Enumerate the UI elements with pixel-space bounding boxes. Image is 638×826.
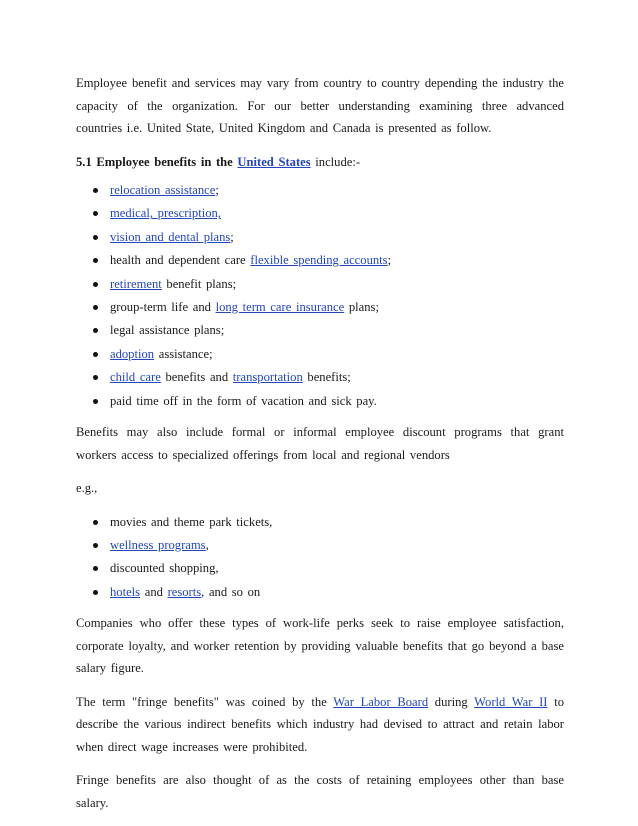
bullet-icon: [93, 258, 98, 263]
child-care-link[interactable]: child care: [110, 370, 161, 385]
bullet-icon: [93, 590, 98, 595]
list-item: [76, 534, 564, 557]
war-labor-board-link[interactable]: War Labor Board: [333, 694, 429, 709]
relocation-assistance-link[interactable]: relocation assistance: [110, 183, 216, 197]
list-item: [76, 557, 564, 580]
adoption-link[interactable]: adoption: [110, 346, 155, 361]
list-item: [76, 273, 564, 296]
transportation-link[interactable]: transportation: [232, 370, 303, 385]
paragraph-text: The term "fringe benefits" was coined by the: [76, 694, 334, 709]
bullet-icon: [93, 375, 98, 380]
list-item-text: legal assistance plans;: [110, 323, 225, 338]
list-item-text: paid time off in the form of vacation and sick pay.: [110, 393, 377, 408]
list-item: [76, 202, 564, 225]
discount-paragraph: Benefits may also include formal or informal employee discount programs that grant workers access to specialized offerings from local and regional vendors: [76, 425, 564, 462]
bullet-icon: [93, 520, 98, 525]
paragraph-text: during: [428, 694, 475, 709]
fringe-paragraph: [76, 691, 564, 759]
flexible-spending-link[interactable]: flexible spending accounts: [250, 253, 388, 268]
list-item: [76, 179, 564, 202]
retirement-link[interactable]: retirement: [110, 276, 162, 291]
list-item-text: ;: [215, 183, 219, 197]
list-item-text: , and so on: [201, 584, 261, 599]
list-item: [76, 226, 564, 249]
us-benefits-list: [76, 179, 564, 413]
list-item-text: group-term life and: [110, 300, 216, 315]
list-item-text: movies and theme park tickets,: [110, 514, 273, 529]
list-item-text: benefits;: [302, 370, 351, 385]
list-item: [76, 296, 564, 319]
list-item-text: ;: [387, 253, 392, 268]
world-war-ii-link[interactable]: World War II: [474, 694, 548, 709]
united-states-link[interactable]: United States: [237, 154, 311, 169]
list-item: [76, 366, 564, 389]
bullet-icon: [93, 352, 98, 357]
bullet-icon: [93, 282, 98, 287]
list-item-text: ,: [205, 537, 209, 552]
bullet-icon: [93, 328, 98, 333]
list-item-text: and: [140, 584, 168, 599]
list-item: [76, 319, 564, 342]
list-item-text: benefits and: [160, 370, 233, 385]
resorts-link[interactable]: resorts: [167, 584, 202, 599]
bullet-icon: [93, 305, 98, 310]
hotels-link[interactable]: hotels: [110, 584, 141, 599]
wellness-programs-link[interactable]: wellness programs: [110, 537, 206, 552]
list-item-text: benefit plans;: [161, 276, 237, 291]
bullet-icon: [93, 188, 98, 193]
list-item: [76, 581, 564, 604]
list-item-text: assistance;: [154, 346, 213, 361]
paragraph-text: to describe the various indirect benefits which industry had devised to attract and retain labor when direct wage increases were prohibited.: [76, 694, 564, 754]
list-item: [76, 343, 564, 366]
section-heading: [76, 151, 564, 174]
eg-label: e.g.,: [76, 481, 98, 496]
list-item-text: ;: [230, 229, 234, 244]
list-item-text: health and dependent care: [110, 253, 251, 268]
list-item: [76, 249, 564, 272]
medical-prescription-link[interactable]: medical, prescription,: [110, 206, 221, 221]
intro-paragraph: Employee benefit and services may vary from country to country depending the industry the capacity of the organization. For our better understanding examining three advanced countries i.e. United State, United Kingdom and Canada is presented as follow.: [76, 76, 564, 135]
list-item: [76, 390, 564, 413]
perks-paragraph: Companies who offer these types of work-life perks seek to raise employee satisfaction, corporate loyalty, and worker retention by providing valuable benefits that go beyond a base salary figure.: [76, 616, 564, 676]
bullet-icon: [93, 543, 98, 548]
vision-dental-link[interactable]: vision and dental plans: [110, 229, 231, 244]
list-item: [76, 511, 564, 534]
section-heading-suffix: include:-: [310, 154, 361, 169]
bullet-icon: [93, 566, 98, 571]
list-item-text: discounted shopping,: [110, 561, 219, 576]
bullet-icon: [93, 399, 98, 404]
final-paragraph: Fringe benefits are also thought of as the costs of retaining employees other than base salary.: [76, 773, 564, 810]
section-heading-prefix: 5.1 Employee benefits in the: [76, 154, 238, 169]
long-term-care-link[interactable]: long term care insurance: [215, 300, 345, 315]
bullet-icon: [93, 211, 98, 216]
discount-items-list: [76, 511, 564, 605]
list-item-text: plans;: [344, 300, 379, 315]
bullet-icon: [93, 235, 98, 240]
